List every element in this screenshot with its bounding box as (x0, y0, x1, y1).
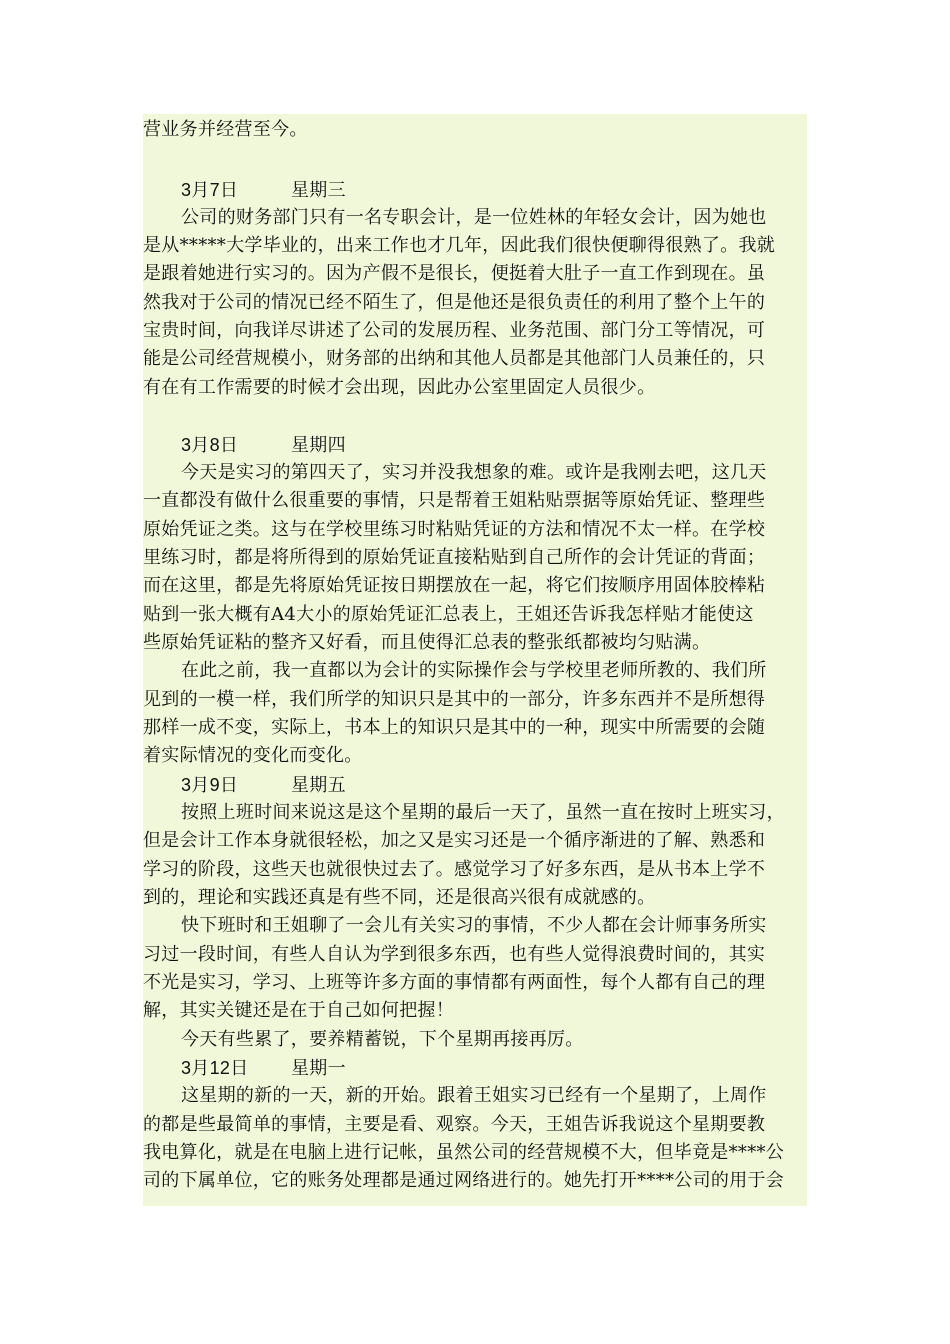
date-label: 3月8日 (181, 435, 239, 455)
text-line: 习过一段时间，有些人自认为学到很多东西，也有些人觉得浪费时间的，其实 (143, 944, 766, 965)
text-line: 在此之前，我一直都以为会计的实际操作会与学校里老师所教的、我们所 (181, 660, 767, 681)
text-line: 这星期的新的一天，新的开始。跟着王姐实习已经有一个星期了，上周作 (181, 1085, 767, 1106)
date-heading-mar9 (143, 771, 807, 799)
weekday-label: 星期五 (291, 775, 346, 796)
text-line: 那样一成不变，实际上，书本上的知识只是其中的一种，现实中所需要的会随 (143, 717, 766, 738)
text-line: 一直都没有做什么很重要的事情，只是帮着王姐粘贴票据等原始凭证、整理些 (143, 490, 766, 511)
text-line: 今天是实习的第四天了，实习并没我想象的难。或许是我刚去吧，这几天 (181, 462, 767, 483)
text-line: 着实际情况的变化而变化。 (143, 745, 363, 766)
text-line: 司的下属单位，它的账务处理都是通过网络进行的。她先打开****公司的用于会 (143, 1170, 785, 1191)
text-line: 而在这里，都是先将原始凭证按日期摆放在一起，将它们按顺序用固体胶棒粘 (143, 575, 766, 596)
weekday-label: 星期四 (291, 435, 346, 456)
text-line: 解，其实关键还是在于自己如何把握！ (143, 1000, 455, 1021)
text-line: 能是公司经营规模小，财务部的出纳和其他人员都是其他部门人员兼任的，只 (143, 348, 766, 369)
text-line: 不光是实习，学习、上班等许多方面的事情都有两面性，每个人都有自己的理 (143, 972, 766, 993)
text-line: 原始凭证之类。这与在学校里练习时粘贴凭证的方法和情况不太一样。在学校 (143, 519, 766, 540)
text-line: 是从*****大学毕业的，出来工作也才几年，因此我们很快便聊得很熟了。我就 (143, 235, 776, 256)
weekday-label: 星期一 (291, 1058, 346, 1079)
text-line: 然我对于公司的情况已经不陌生了，但是他还是很负责任的利用了整个上午的 (143, 292, 766, 313)
text-line: 宝贵时间，向我详尽讲述了公司的发展历程、业务范围、部门分工等情况，可 (143, 320, 766, 341)
text-line: 我电算化，就是在电脑上进行记帐，虽然公司的经营规模不大，但毕竟是****公 (143, 1142, 785, 1163)
date-label: 3月7日 (181, 180, 239, 200)
text-line: 营业务并经营至今。 (143, 119, 308, 140)
text-line: 有在有工作需要的时候才会出现，因此办公室里固定人员很少。 (143, 377, 656, 398)
text-line: 贴到一张大概有A4大小的原始凭证汇总表上，王姐还告诉我怎样贴才能使这 (143, 604, 754, 625)
text-line: 些原始凭证粘的整齐又好看，而且使得汇总表的整张纸都被均匀贴满。 (143, 632, 711, 653)
date-heading-mar8 (143, 431, 807, 459)
text-line: 是跟着她进行实习的。因为产假不是很长，便挺着大肚子一直工作到现在。虽 (143, 263, 766, 284)
text-line: 见到的一模一样，我们所学的知识只是其中的一部分，许多东西并不是所想得 (143, 689, 766, 710)
date-heading-mar7 (143, 176, 807, 204)
text-line: 但是会计工作本身就很轻松，加之又是实习还是一个循序渐进的了解、熟悉和 (143, 830, 766, 851)
text-line: 的都是些最简单的事情，主要是看、观察。今天，王姐告诉我说这个星期要教 (143, 1114, 766, 1135)
text-line: 今天有些累了，要养精蓄锐，下个星期再接再厉。 (181, 1029, 584, 1050)
text-line: 里练习时，都是将所得到的原始凭证直接粘贴到自己所作的会计凭证的背面； (143, 547, 766, 568)
text-line: 学习的阶段，这些天也就很快过去了。感觉学习了好多东西，是从书本上学不 (143, 859, 766, 880)
date-label: 3月12日 (181, 1058, 249, 1078)
text-line: 按照上班时间来说这是这个星期的最后一天了，虽然一直在按时上班实习， (181, 802, 785, 823)
text-line: 到的，理论和实践还真是有些不同，还是很高兴很有成就感的。 (143, 887, 656, 908)
text-line: 公司的财务部门只有一名专职会计，是一位姓林的年轻女会计，因为她也 (181, 207, 767, 228)
date-label: 3月9日 (181, 775, 239, 795)
weekday-label: 星期三 (291, 180, 346, 201)
date-heading-mar12 (143, 1054, 807, 1082)
text-line: 快下班时和王姐聊了一会儿有关实习的事情，不少人都在会计师事务所实 (181, 915, 767, 936)
